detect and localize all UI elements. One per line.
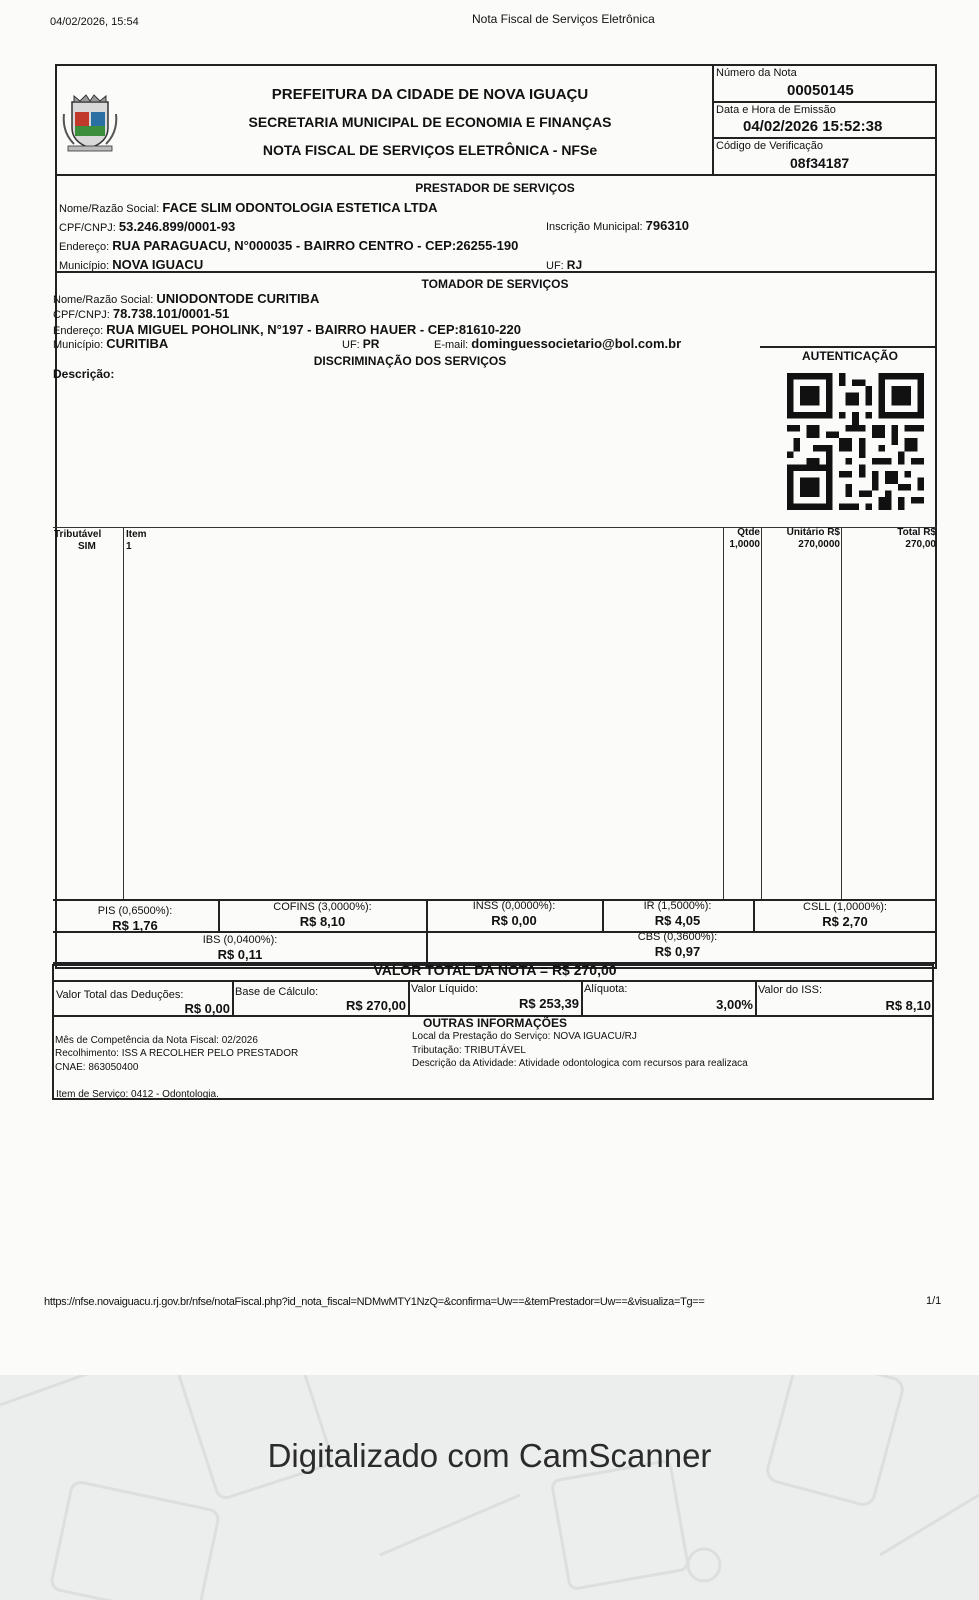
row-total: 270,00	[905, 539, 936, 550]
iss-label: Valor do ISS:	[758, 984, 822, 996]
tomador-uf: PR	[362, 337, 380, 351]
footer-page: 1/1	[926, 1295, 942, 1307]
descricao-atividade: Descrição da Atividade: Atividade odontologica com recursos para realizaca	[412, 1058, 748, 1069]
outras-title: OUTRAS INFORMAÇÕES	[423, 1016, 567, 1030]
iss-value: R$ 8,10	[885, 998, 931, 1013]
prestador-endereco-label: Endereço:	[59, 241, 110, 253]
prestador-cnpj-label: CPF/CNPJ:	[59, 222, 116, 234]
tomador-municipio: CURITIBA	[106, 336, 169, 351]
qr-code	[787, 373, 924, 510]
tomador-cnpj-label: CPF/CNPJ:	[53, 309, 110, 321]
local-prestacao: Local da Prestação do Serviço: NOVA IGUACU/RJ	[412, 1031, 637, 1042]
col-unitario: Unitário R$	[786, 527, 840, 538]
scanner-background-pattern	[0, 1375, 979, 1600]
emissao-value: 04/02/2026 15:52:38	[743, 118, 883, 135]
ir-label: IR (1,5000%):	[643, 900, 712, 912]
csll-label: CSLL (1,0000%):	[803, 901, 887, 913]
codigo-value: 08f34187	[790, 155, 850, 171]
aliquota-value: 3,00%	[716, 997, 753, 1012]
csll-value: R$ 2,70	[822, 914, 868, 929]
item-servico: Item de Serviço: 0412 - Odontologia.	[56, 1089, 219, 1100]
valor-total-nota: VALOR TOTAL DA NOTA = R$ 270,00	[373, 962, 617, 978]
codigo-label: Código de Verificação	[716, 140, 824, 152]
row-unitario: 270,0000	[798, 539, 840, 550]
footer-url: https://nfse.novaiguacu.rj.gov.br/nfse/notaFiscal.php?id_nota_fiscal=NDMwMTY1NzQ=&confirma=Uw==&temPrestador=Uw==&visualiza=Tg==	[44, 1296, 705, 1308]
tributacao: Tributação: TRIBUTÁVEL	[412, 1045, 526, 1056]
print-datetime: 04/02/2026, 15:54	[50, 16, 139, 28]
prestador-municipio-label: Município:	[59, 260, 110, 272]
scanner-footer	[0, 1375, 979, 1600]
prestador-uf: RJ	[566, 258, 583, 272]
base-value: R$ 270,00	[346, 998, 406, 1013]
inss-value: R$ 0,00	[491, 913, 537, 928]
tomador-endereco: RUA MIGUEL POHOLINK, N°197 - BAIRRO HAUER - CEP:81610-220	[106, 322, 521, 337]
tomador-municipio-label: Município:	[53, 339, 104, 351]
scanner-watermark: Digitalizado com CamScanner	[267, 1437, 712, 1474]
cnae: CNAE: 863050400	[55, 1062, 139, 1073]
base-label: Base de Cálculo:	[235, 986, 319, 998]
emissao-label: Data e Hora de Emissão	[716, 104, 836, 116]
ir-value: R$ 4,05	[654, 913, 701, 928]
numero-value: 00050145	[787, 82, 854, 99]
discriminacao-title: DISCRIMINAÇÃO DOS SERVIÇOS	[313, 354, 507, 368]
print-title: Nota Fiscal de Serviços Eletrônica	[472, 12, 655, 26]
autenticacao-label: AUTENTICAÇÃO	[802, 349, 898, 363]
recolhimento: Recolhimento: ISS A RECOLHER PELO PRESTADOR	[55, 1048, 299, 1059]
tomador-cnpj: 78.738.101/0001-51	[112, 306, 230, 321]
prestador-im-label: Inscrição Municipal:	[546, 221, 643, 233]
header-line2: SECRETARIA MUNICIPAL DE ECONOMIA E FINANÇAS	[248, 114, 612, 130]
prestador-nome-label: Nome/Razão Social:	[59, 203, 160, 215]
competencia: Mês de Competência da Nota Fiscal: 02/2026	[55, 1035, 258, 1046]
numero-label: Número da Nota	[716, 67, 797, 79]
prestador-im: 796310	[645, 218, 690, 233]
row-item: 1	[126, 541, 132, 552]
pis-label: PIS (0,6500%):	[97, 905, 173, 917]
prestador-title: PRESTADOR DE SERVIÇOS	[415, 181, 575, 195]
prestador-uf-label: UF:	[546, 260, 564, 272]
tomador-email: dominguessocietario@bol.com.br	[471, 336, 682, 351]
tomador-title: TOMADOR DE SERVIÇOS	[421, 277, 569, 291]
descricao-label: Descrição:	[53, 367, 115, 381]
prestador-cnpj: 53.246.899/0001-93	[118, 219, 236, 234]
cofins-label: COFINS (3,0000%):	[273, 901, 372, 913]
col-tributavel: Tributável	[54, 529, 102, 540]
liquido-value: R$ 253,39	[519, 996, 579, 1011]
city-coat-of-arms	[60, 92, 120, 154]
prestador-nome: FACE SLIM ODONTOLOGIA ESTETICA LTDA	[162, 200, 438, 215]
ibs-label: IBS (0,0400%):	[202, 934, 278, 946]
deducoes-value: R$ 0,00	[184, 1001, 230, 1016]
col-item: Item	[126, 529, 147, 540]
col-total: Total R$	[897, 527, 936, 538]
tomador-uf-label: UF:	[342, 339, 360, 351]
header-line1: PREFEITURA DA CIDADE DE NOVA IGUAÇU	[271, 86, 589, 103]
aliquota-label: Alíquota:	[584, 983, 628, 995]
tomador-endereco-label: Endereço:	[53, 325, 104, 337]
ibs-value: R$ 0,11	[217, 947, 263, 962]
prestador-endereco: RUA PARAGUACU, N°000035 - BAIRRO CENTRO - CEP:26255-190	[112, 238, 519, 253]
row-tributavel: SIM	[78, 541, 96, 552]
cofins-value: R$ 8,10	[299, 914, 346, 929]
liquido-label: Valor Líquido:	[411, 983, 479, 995]
col-qtde: Qtde	[737, 527, 760, 538]
cbs-value: R$ 0,97	[654, 944, 701, 959]
pis-value: R$ 1,76	[112, 918, 158, 933]
inss-label: INSS (0,0000%):	[472, 900, 556, 912]
prestador-municipio: NOVA IGUACU	[112, 257, 204, 272]
deducoes-label: Valor Total das Deduções:	[56, 989, 184, 1001]
cbs-label: CBS (0,3600%):	[637, 931, 718, 943]
header-line3: NOTA FISCAL DE SERVIÇOS ELETRÔNICA - NFSe	[262, 142, 598, 158]
tomador-nome: UNIODONTODE CURITIBA	[156, 291, 320, 306]
tomador-email-label: E-mail:	[434, 339, 469, 351]
row-qtde: 1,0000	[729, 539, 760, 550]
tomador-nome-label: Nome/Razão Social:	[53, 294, 154, 306]
